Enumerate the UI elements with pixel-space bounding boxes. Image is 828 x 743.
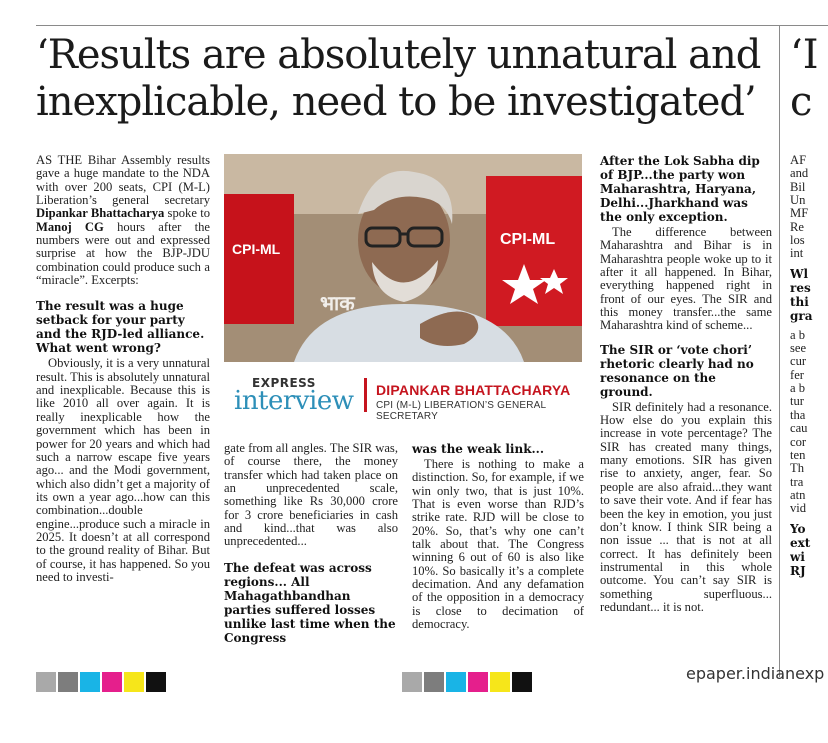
interviewee-name: Dipankar Bhattacharya (36, 206, 165, 221)
adjacent-line: int (790, 246, 804, 261)
credit-name: DIPANKAR BHATTACHARYA (376, 382, 571, 398)
answer-1: Obviously, it is a very unnatural result. This is absolutely unnatural and inexplicable. Because this is like 2010 all over again. It is really inexplicable how the government which has been in power for 20 years and which had such a narrow escape five years ago... and the Modi government, which also didn’t get a majority of its own a year ago...how can this combination...double engine...produce such a miracle in 2025. It doesn’t at all correspond to the ground reality of Bihar. But of course, it has happened. So you need to investi- (36, 356, 210, 584)
adjacent-line: and (790, 166, 809, 181)
adjacent-article-lines (790, 329, 828, 516)
color-swatches-left (36, 672, 168, 692)
adjacent-line: cor (790, 434, 807, 449)
adjacent-line: Th (790, 461, 804, 476)
top-rule (36, 25, 828, 26)
column-rule (779, 25, 780, 677)
headline (36, 32, 776, 126)
adjacent-line: los (790, 233, 805, 248)
color-swatch (402, 672, 422, 692)
color-swatch (512, 672, 532, 692)
headline-line-2: inexplicable, need to be investigated’ (36, 79, 756, 125)
adjacent-line: AF (790, 154, 807, 167)
adjacent-line: thi (790, 294, 809, 309)
intro-paragraph (36, 154, 210, 287)
interview-label: interview (234, 386, 354, 416)
color-swatch (36, 672, 56, 692)
adjacent-line: tur (790, 394, 804, 409)
color-swatch (468, 672, 488, 692)
adjacent-line: tra (790, 474, 804, 489)
adjacent-line: a b (790, 381, 806, 396)
footer-site: epaper.indianexp (686, 664, 825, 683)
credit-divider (364, 378, 367, 412)
adjacent-line: cur (790, 354, 807, 369)
answer-3: The difference between Maharashtra and Bihar is in Maharashtra people woke up to it after it all happened. In Bihar, everything happened right in front of our eyes. The SIR and this money transfer...the same Maharashtra kind of scheme... (600, 225, 772, 333)
question-2-continued: was the weak link... (412, 442, 545, 456)
adjacent-line: ext (790, 535, 811, 550)
article-column-2 (224, 442, 398, 647)
adjacent-article-lines (790, 154, 828, 261)
banner-right-text: CPI-ML (500, 231, 556, 248)
adjacent-line: cau (790, 421, 808, 436)
question-1: The result was a huge setback for your party and the RJD-led alliance. What went wrong? (36, 299, 205, 356)
intro-text: hours after the numbers were out and expressed surprise at how the BJP-JDU combination could produce such a “miracle”. Excerpts: (36, 219, 211, 288)
color-swatch (124, 672, 144, 692)
article-column-1 (36, 154, 210, 584)
interviewer-name: Manoj CG (36, 219, 104, 234)
adjacent-line: vid (790, 501, 807, 516)
answer-4: SIR definitely had a resonance. How else do you explain this increase in vote percentage? The SIR has created many things, many emotions. SIR has given rise to anxiety, anger, fear. So people are also afraid...they want to save their vote. And if fear has been the key in emotion, you just don’t know. I think SIR being a non issue ... that is not at all correct. It has definitely been instrumental in this whole outcome. You can’t say SIR is something superfluous... redundant... it is not. (600, 399, 772, 614)
banner-left-text: CPI-ML (232, 241, 281, 257)
adjacent-line: Un (790, 193, 806, 208)
article-column-4 (600, 154, 772, 614)
answer-2: There is nothing to make a distinction. So, for example, if we win only two, that is just 10%. That is even worse than RJD’s strike rate. RJD will be close to 20%. So, that’s why one can’t talk about that. The Congress winning 6 out of 60 is also like 10%. So basically it’s a complete decimation. And any defamation of the opposition in a democracy is close to decimation of democracy. (412, 457, 584, 632)
intro-text: spoke to (164, 206, 211, 221)
adjacent-line: see (790, 341, 807, 356)
adjacent-line: Yo (790, 521, 806, 536)
question-4: The SIR or ‘vote chori’ rhetoric clearly had no resonance on the ground. (600, 342, 754, 399)
interview-photo (224, 154, 582, 362)
adjacent-line: fer (790, 367, 804, 382)
question-2: The defeat was across regions... All Mahagathbandhan parties suffered losses unlike last time when the Congress (224, 560, 396, 645)
color-swatches-center (402, 672, 534, 692)
article-column-3 (412, 442, 584, 631)
adjacent-headline-line-2: c (790, 79, 813, 125)
color-swatch (80, 672, 100, 692)
color-swatch (146, 672, 166, 692)
banner-bottom-text: भाक (320, 291, 355, 315)
color-swatch (424, 672, 444, 692)
headline-line-1: ‘Results are absolutely unnatural and (36, 32, 761, 78)
adjacent-line: ten (790, 447, 806, 462)
adjacent-line: Bil (790, 179, 806, 194)
adjacent-question (790, 267, 828, 323)
credit-role: CPI (M-L) LIBERATION’S GENERAL SECRETARY (376, 400, 546, 422)
adjacent-line: a b (790, 327, 806, 342)
question-3: After the Lok Sabha dip of BJP...the party won Maharashtra, Haryana, Delhi...Jharkhand was the only exception. (600, 154, 760, 224)
adjacent-line: RJ (790, 563, 806, 578)
adjacent-line: atn (790, 487, 806, 502)
color-swatch (446, 672, 466, 692)
adjacent-headline-line-1: ‘I (790, 32, 819, 78)
adjacent-line: Wl (790, 266, 809, 281)
color-swatch (490, 672, 510, 692)
adjacent-question (790, 522, 828, 578)
color-swatch (102, 672, 122, 692)
photo-illustration (224, 154, 582, 362)
adjacent-line: MF (790, 206, 809, 221)
adjacent-headline (790, 32, 828, 126)
intro-text: AS THE Bihar Assembly results gave a huge mandate to the NDA with over 200 seats, CPI (M-L) Liberation’s general secretary (36, 153, 210, 208)
adjacent-line: tha (790, 407, 806, 422)
adjacent-line: wi (790, 549, 805, 564)
adjacent-line: gra (790, 308, 813, 323)
interview-credit (224, 372, 582, 420)
color-swatch (58, 672, 78, 692)
adjacent-article-column (790, 154, 828, 580)
adjacent-line: Re (790, 219, 804, 234)
adjacent-line: res (790, 280, 811, 295)
answer-1-continued: gate from all angles. The SIR was, of course there, the money transfer which had taken place on an unprecedented scale, something like Rs 30,000 crore for 3 crore beneficiaries in cash and kind...that was also unprecedented... (224, 441, 398, 549)
express-label: EXPRESS (252, 376, 316, 390)
